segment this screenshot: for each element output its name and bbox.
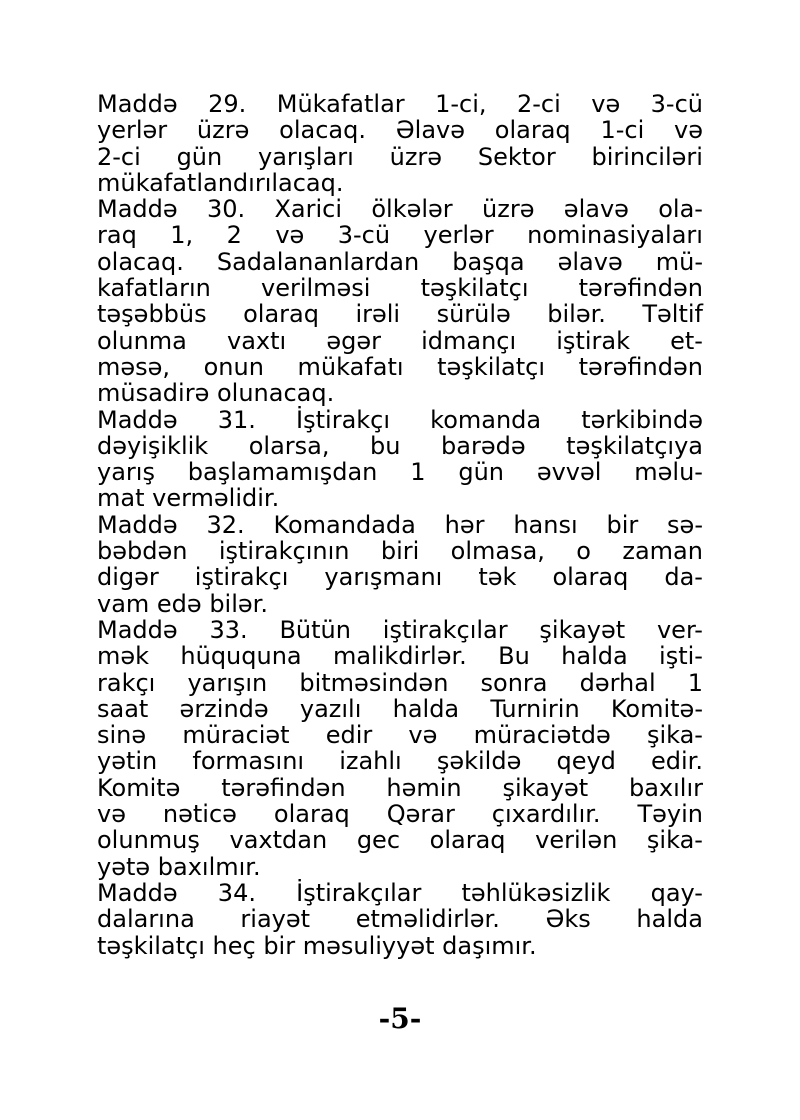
text-line: kafatların verilməsi təşkilatçı tərəfindən	[97, 274, 703, 303]
text-line: raq 1, 2 və 3-cü yerlər nominasiyaları	[97, 221, 703, 250]
text-line: rakçı yarışın bitməsindən sonra dərhal 1	[97, 668, 703, 697]
text-line: dəyişiklik olarsa, bu barədə təşkilatçıya	[97, 431, 703, 460]
text-line: saat ərzində yazılı halda Turnirin Komitə-	[97, 694, 703, 723]
text-line: təşkilatçı heç bir məsuliyyət daşımır.	[97, 931, 537, 960]
text-line: olacaq. Sadalananlardan başqa əlavə mü-	[97, 247, 703, 276]
text-line: dalarına riayət etməlidirlər. Əks halda	[97, 905, 703, 934]
text-line: olunma vaxtı əgər idmançı iştirak et-	[97, 326, 703, 355]
text-line: müsadirə olunacaq.	[97, 379, 335, 408]
text-line: təşəbbüs olaraq irəli sürülə bilər. Təltif	[97, 300, 703, 329]
page-number: -5-	[378, 1002, 422, 1035]
text-line: bəbdən iştirakçının biri olmasa, o zaman	[97, 537, 703, 566]
text-line: Maddə 29. Mükafatlar 1-ci, 2-ci və 3-cü	[97, 90, 703, 118]
text-line: 2-ci gün yarışları üzrə Sektor birinciləri	[97, 142, 703, 171]
text-line: mat verməlidir.	[97, 484, 280, 513]
text-line: mək hüququna malikdirlər. Bu halda işti-	[97, 642, 703, 671]
text-line: Maddə 31. İştirakçı komanda tərkibində	[97, 405, 703, 434]
text-line: sinə müraciət edir və müraciətdə şika-	[97, 721, 703, 750]
text-line: Maddə 32. Komandada hər hansı bir sə-	[97, 510, 703, 539]
text-line: yarış başlamamışdan 1 gün əvvəl məlu-	[97, 458, 703, 487]
text-line: məsə, onun mükafatı təşkilatçı tərəfindən	[97, 352, 703, 381]
text-line: yerlər üzrə olacaq. Əlavə olaraq 1-ci və	[97, 116, 703, 145]
text-block	[97, 91, 703, 959]
text-line: yətə baxılmır.	[97, 852, 261, 881]
text-line: Maddə 33. Bütün iştirakçılar şikayət ver-	[97, 615, 703, 644]
text-line: yətin formasını izahlı şəkildə qeyd edir.	[97, 747, 703, 776]
text-line: Maddə 34. İştirakçılar təhlükəsizlik qay-	[97, 878, 703, 907]
text-line: olunmuş vaxtdan gec olaraq verilən şika-	[97, 826, 703, 855]
text-line: digər iştirakçı yarışmanı tək olaraq da-	[97, 563, 703, 592]
text-line: mükafatlandırılacaq.	[97, 168, 344, 197]
text-line: Maddə 30. Xarici ölkələr üzrə əlavə ola-	[97, 195, 703, 224]
text-line: Komitə tərəfindən həmin şikayət baxılır	[97, 773, 703, 802]
text-line: və nəticə olaraq Qərar çıxardılır. Təyin	[97, 800, 703, 829]
text-line: vam edə bilər.	[97, 589, 268, 618]
